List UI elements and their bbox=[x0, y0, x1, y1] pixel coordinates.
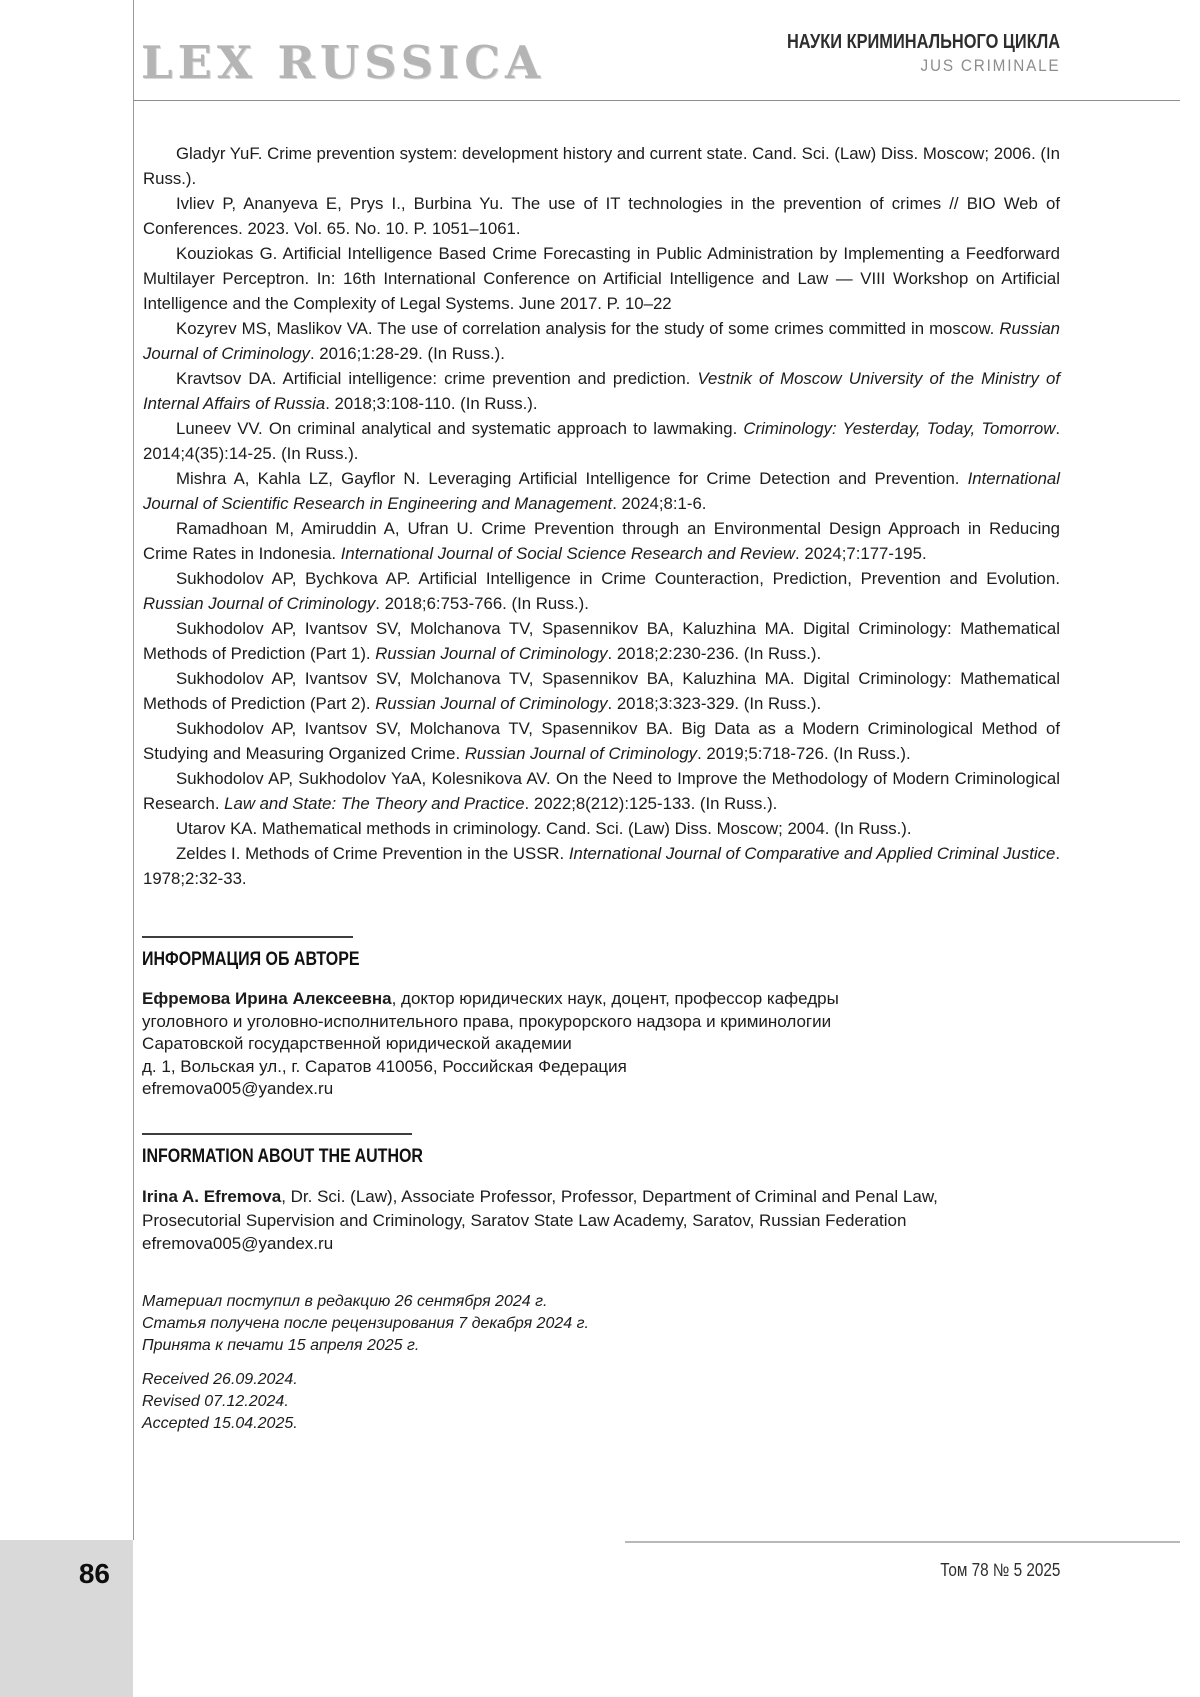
author-info-line: Prosecutorial Supervision and Criminology, Saratov State Law Academy, Saratov, Russian Federation bbox=[142, 1210, 907, 1230]
author-info-line: уголовного и уголовно-исполнительного права, прокурорского надзора и криминологии bbox=[142, 1011, 832, 1031]
author-info-heading-ru: ИНФОРМАЦИЯ ОБ АВТОРЕ bbox=[142, 948, 360, 970]
author-info-line: Ефремова Ирина Алексеевна, доктор юридических наук, доцент, профессор кафедры bbox=[142, 989, 839, 1008]
reference-item: Sukhodolov AP, Ivantsov SV, Molchanova TV, Spasennikov BA, Kaluzhina MA. Digital Criminology: Mathematical Methods of Prediction (Part 2). Russian Journal of Criminology. 2018;3:323-329. (In Russ.). bbox=[143, 669, 1060, 713]
submission-dates-en bbox=[142, 1369, 298, 1435]
reference-item: Zeldes I. Methods of Crime Prevention in the USSR. International Journal of Comparative and Applied Criminal Justice. 1978;2:32-33. bbox=[143, 844, 1060, 888]
author-info-line: efremova005@yandex.ru bbox=[142, 1234, 334, 1253]
page-number: 86 bbox=[78, 1558, 110, 1589]
reference-item: Ramadhoan M, Amiruddin A, Ufran U. Crime Prevention through an Environmental Design Approach in Reducing Crime Rates in Indonesia. International Journal of Social Science Research and Review. 2024;7:177-195. bbox=[143, 519, 1060, 563]
reference-item: Gladyr YuF. Crime prevention system: development history and current state. Cand. Sci. (Law) Diss. Moscow; 2006. (In Russ.). bbox=[143, 144, 1060, 188]
date-line: Revised 07.12.2024. bbox=[142, 1393, 289, 1410]
reference-item: Sukhodolov AP, Ivantsov SV, Molchanova TV, Spasennikov BA. Big Data as a Modern Criminological Method of Studying and Measuring Organized Crime. Russian Journal of Criminology. 2019;5:718-726. (In Russ.). bbox=[143, 719, 1060, 763]
volume-issue-label: Том 78 № 5 2025 bbox=[939, 1560, 1060, 1580]
author-info-line: д. 1, Вольская ул., г. Саратов 410056, Российская Федерация bbox=[142, 1056, 627, 1076]
reference-item: Kravtsov DA. Artificial intelligence: crime prevention and prediction. Vestnik of Moscow University of the Ministry of Internal Affairs of Russia. 2018;3:108-110. (In Russ.). bbox=[143, 369, 1060, 413]
reference-item: Luneev VV. On criminal analytical and systematic approach to lawmaking. Criminology: Yesterday, Today, Tomorrow. 2014;4(35):14-25. (In Russ.). bbox=[143, 419, 1061, 463]
date-line: Материал поступил в редакцию 26 сентября 2024 г. bbox=[142, 1293, 548, 1310]
reference-item: Mishra A, Kahla LZ, Gayflor N. Leveraging Artificial Intelligence for Crime Detection and Prevention. International Journal of Scientific Research in Engineering and Management. 2024;8:1-6. bbox=[143, 469, 1060, 513]
author-info-block-ru bbox=[142, 988, 839, 1101]
author-info-heading-en: INFORMATION ABOUT THE AUTHOR bbox=[142, 1145, 423, 1167]
reference-item: Ivliev P, Ananyeva E, Prys I., Burbina Yu. The use of IT technologies in the prevention of crimes // BIO Web of Conferences. 2023. Vol. 65. No. 10. P. 1051–1061. bbox=[143, 194, 1060, 238]
date-line: Принята к печати 15 апреля 2025 г. bbox=[142, 1337, 420, 1354]
reference-item: Kouziokas G. Artificial Intelligence Based Crime Forecasting in Public Administration by Implementing a Feedforward Multilayer Perceptron. In: 16th International Conference on Artificial Intelligence and Law — VIII Workshop on Artificial Intelligence and the Complexity of Legal Systems. June 2017. P. 10–22 bbox=[143, 244, 1060, 313]
rubric-title-ru: НАУКИ КРИМИНАЛЬНОГО ЦИКЛА bbox=[786, 31, 1060, 53]
author-info-block-en bbox=[142, 1185, 938, 1256]
submission-dates-ru bbox=[142, 1291, 589, 1357]
left-margin-rule bbox=[133, 0, 134, 1540]
reference-item: Sukhodolov AP, Sukhodolov YaA, Kolesnikova AV. On the Need to Improve the Methodology of Modern Criminological Research. Law and State: The Theory and Practice. 2022;8(212):125-133. (In Russ.). bbox=[143, 769, 1060, 813]
journal-logo: LEX RUSSICA bbox=[141, 36, 545, 89]
date-line: Статья получена после рецензирования 7 декабря 2024 г. bbox=[142, 1315, 589, 1332]
header-rule bbox=[133, 100, 1180, 101]
reference-item: Kozyrev MS, Maslikov VA. The use of correlation analysis for the study of some crimes committed in moscow. Russian Journal of Criminology. 2016;1:28-29. (In Russ.). bbox=[143, 319, 1060, 363]
reference-item: Sukhodolov AP, Bychkova AP. Artificial Intelligence in Crime Counteraction, Prediction, Prevention and Evolution. Russian Journal of Criminology. 2018;6:753-766. (In Russ.). bbox=[143, 569, 1060, 613]
date-line: Received 26.09.2024. bbox=[142, 1371, 298, 1388]
date-line: Accepted 15.04.2025. bbox=[142, 1415, 298, 1432]
author-info-line: Irina A. Efremova, Dr. Sci. (Law), Associate Professor, Professor, Department of Criminal and Penal Law, bbox=[142, 1187, 938, 1206]
reference-item: Utarov KA. Mathematical methods in criminology. Cand. Sci. (Law) Diss. Moscow; 2004. (In Russ.). bbox=[176, 819, 912, 838]
author-info-line: Саратовской государственной юридической академии bbox=[142, 1034, 572, 1053]
rubric-title-latin: JUS CRIMINALE bbox=[920, 56, 1060, 75]
section-divider-ru bbox=[142, 936, 353, 938]
references-list bbox=[143, 141, 1060, 891]
section-divider-en bbox=[142, 1133, 412, 1135]
footer-rule bbox=[625, 1541, 1180, 1543]
reference-item: Sukhodolov AP, Ivantsov SV, Molchanova TV, Spasennikov BA, Kaluzhina MA. Digital Criminology: Mathematical Methods of Prediction (Part 1). Russian Journal of Criminology. 2018;2:230-236. (In Russ.). bbox=[143, 619, 1060, 663]
author-info-line: efremova005@yandex.ru bbox=[142, 1079, 334, 1098]
page-number-strip bbox=[0, 1540, 133, 1697]
